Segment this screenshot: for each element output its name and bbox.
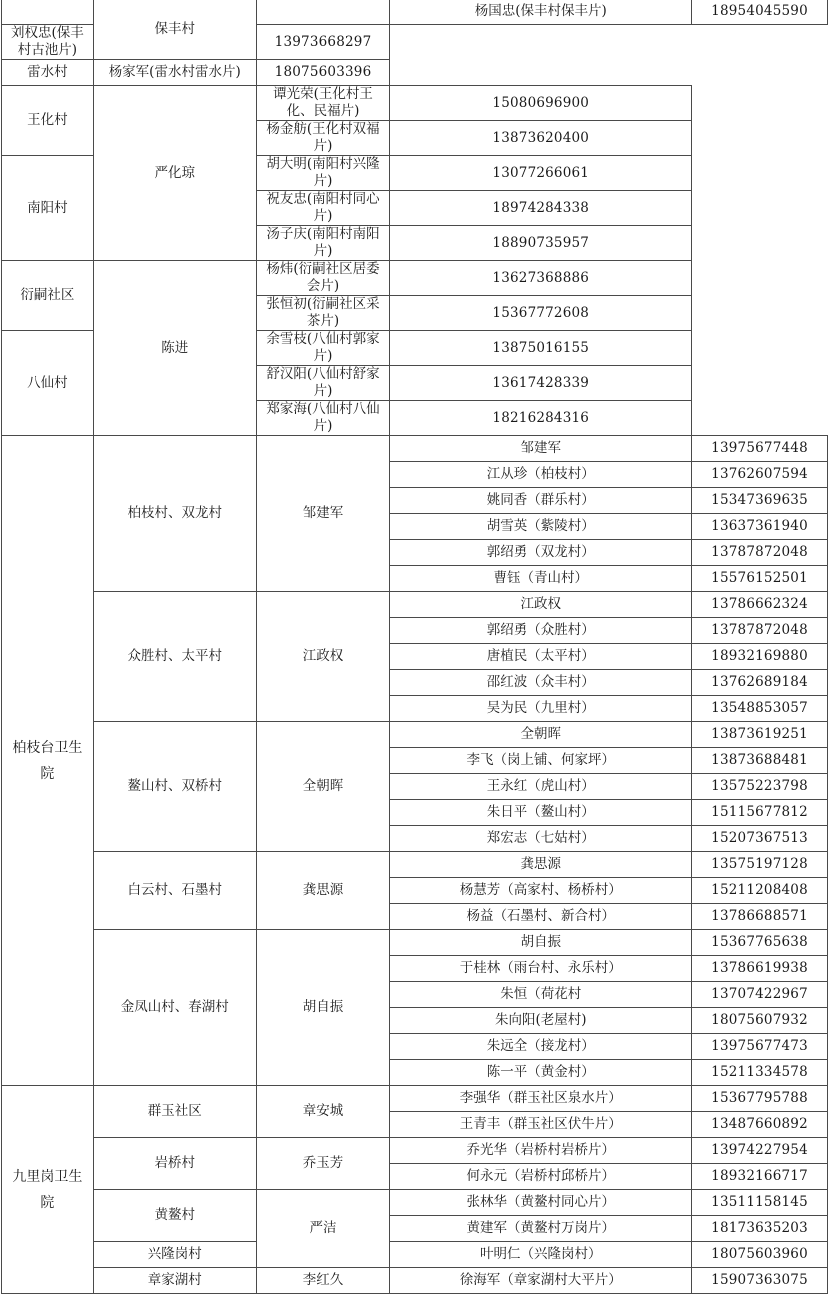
- phone-cell: 13975677448: [692, 436, 828, 462]
- org-cell: 九里岗卫生院: [2, 1086, 94, 1294]
- member-cell: 徐海军（章家湖村大平片）: [390, 1268, 692, 1294]
- table-row: [2, 1268, 828, 1294]
- member-cell: 郭绍勇（众胜村）: [390, 618, 692, 644]
- phone-cell: 15115677812: [692, 800, 828, 826]
- phone-cell: 15207367513: [692, 826, 828, 852]
- village-cell: 黄鳌村: [93, 1190, 256, 1242]
- table-row: [2, 722, 828, 748]
- phone-cell: 13786688571: [692, 904, 828, 930]
- village-cell: 鳌山村、双桥村: [93, 722, 256, 852]
- phone-cell: 13786662324: [692, 592, 828, 618]
- member-cell: 吴为民（九里村）: [390, 696, 692, 722]
- doctor-cell: 严洁: [256, 1190, 390, 1268]
- phone-cell: 15211334578: [692, 1060, 828, 1086]
- village-cell: 章家湖村: [93, 1268, 256, 1294]
- phone-cell: 13973668297: [256, 25, 390, 60]
- member-cell: 龚思源: [390, 852, 692, 878]
- doctor-cell: 陈进: [93, 261, 256, 436]
- member-cell: 刘权忠(保丰村古池片): [2, 25, 94, 60]
- member-cell: 朱恒（荷花村: [390, 982, 692, 1008]
- village-cell: 白云村、石墨村: [93, 852, 256, 930]
- table-body: [2, 0, 828, 1294]
- village-cell: 岩桥村: [93, 1138, 256, 1190]
- phone-cell: 13787872048: [692, 618, 828, 644]
- doctor-cell: 乔玉芳: [256, 1138, 390, 1190]
- member-cell: 黄建军（黄鳌村万岗片）: [390, 1216, 692, 1242]
- phone-cell: 13575223798: [692, 774, 828, 800]
- table-row: [2, 1086, 828, 1112]
- phone-cell: 13787872048: [692, 540, 828, 566]
- phone-cell: 13707422967: [692, 982, 828, 1008]
- member-cell: 杨金舫(王化村双福片): [256, 121, 390, 156]
- phone-cell: 13575197128: [692, 852, 828, 878]
- village-cell: 衍嗣社区: [2, 261, 94, 331]
- member-cell: 杨国忠(保丰村保丰片): [390, 0, 692, 25]
- doctor-cell: 李红久: [256, 1268, 390, 1294]
- village-cell: 王化村: [2, 86, 94, 156]
- doctor-cell: 章安城: [256, 1086, 390, 1138]
- phone-cell: 18173635203: [692, 1216, 828, 1242]
- member-cell: 余雪枝(八仙村郭家片): [256, 331, 390, 366]
- member-cell: 邵红波（众丰村）: [390, 670, 692, 696]
- member-cell: 郭绍勇（双龙村）: [390, 540, 692, 566]
- member-cell: 李飞（岗上铺、何家坪）: [390, 748, 692, 774]
- table-row: [2, 86, 828, 121]
- member-cell: 郑家海(八仙村八仙片): [256, 401, 390, 436]
- member-cell: 祝友忠(南阳村同心片): [256, 191, 390, 226]
- member-cell: 王永红（虎山村）: [390, 774, 692, 800]
- member-cell: 胡自振: [390, 930, 692, 956]
- member-cell: 杨炜(衍嗣社区居委会片): [256, 261, 390, 296]
- phone-cell: 13548853057: [692, 696, 828, 722]
- village-cell: 南阳村: [2, 156, 94, 261]
- phone-cell: 13873619251: [692, 722, 828, 748]
- phone-cell: 13975677473: [692, 1034, 828, 1060]
- member-cell: 全朝晖: [390, 722, 692, 748]
- org-cell: [2, 0, 94, 25]
- village-cell: 八仙村: [2, 331, 94, 436]
- member-cell: 朱向阳(老屋村): [390, 1008, 692, 1034]
- phone-cell: 13873688481: [692, 748, 828, 774]
- doctor-cell: 龚思源: [256, 852, 390, 930]
- phone-cell: 13875016155: [390, 331, 692, 366]
- phone-cell: 18890735957: [390, 226, 692, 261]
- phone-cell: 13762607594: [692, 462, 828, 488]
- phone-cell: 15576152501: [692, 566, 828, 592]
- village-cell: 兴隆岗村: [93, 1242, 256, 1268]
- doctor-cell: 严化琼: [93, 86, 256, 261]
- member-cell: 张恒初(衍嗣社区采茶片): [256, 296, 390, 331]
- phone-cell: 13627368886: [390, 261, 692, 296]
- village-cell: 金凤山村、春湖村: [93, 930, 256, 1086]
- member-cell: 江从珍（柏枝村）: [390, 462, 692, 488]
- table-row: [2, 1138, 828, 1164]
- village-cell: 保丰村: [93, 0, 256, 60]
- doctor-cell: 全朝晖: [256, 722, 390, 852]
- member-cell: 汤子庆(南阳村南阳片): [256, 226, 390, 261]
- member-cell: 唐植民（太平村）: [390, 644, 692, 670]
- table-row: [2, 852, 828, 878]
- village-cell: 雷水村: [2, 60, 94, 86]
- phone-cell: 13617428339: [390, 366, 692, 401]
- table-row: [2, 1190, 828, 1216]
- table-row: [2, 1242, 828, 1268]
- member-cell: 胡雪英（紫陵村）: [390, 514, 692, 540]
- member-cell: 谭光荣(王化村王化、民福片): [256, 86, 390, 121]
- table-row: [2, 436, 828, 462]
- phone-cell: 15907363075: [692, 1268, 828, 1294]
- member-cell: 曹钰（青山村）: [390, 566, 692, 592]
- doctor-cell: [256, 0, 390, 25]
- member-cell: 舒汉阳(八仙村舒家片): [256, 366, 390, 401]
- member-cell: 乔光华（岩桥村岩桥片）: [390, 1138, 692, 1164]
- member-cell: 于桂林（雨台村、永乐村）: [390, 956, 692, 982]
- table-row: [2, 930, 828, 956]
- phone-cell: 15347369635: [692, 488, 828, 514]
- table-row: [2, 60, 828, 86]
- phone-cell: 18932169880: [692, 644, 828, 670]
- phone-cell: 15367765638: [692, 930, 828, 956]
- phone-cell: 18974284338: [390, 191, 692, 226]
- phone-cell: 18075603396: [256, 60, 390, 86]
- phone-cell: 13637361940: [692, 514, 828, 540]
- member-cell: 杨慧芳（高家村、杨桥村）: [390, 878, 692, 904]
- phone-cell: 13077266061: [390, 156, 692, 191]
- member-cell: 胡大明(南阳村兴隆片): [256, 156, 390, 191]
- member-cell: 邹建军: [390, 436, 692, 462]
- member-cell: 杨家军(雷水村雷水片): [93, 60, 256, 86]
- member-cell: 郑宏志（七姑村）: [390, 826, 692, 852]
- phone-cell: 15367772608: [390, 296, 692, 331]
- member-cell: 王青丰（群玉社区伏牛片）: [390, 1112, 692, 1138]
- table-row: [2, 261, 828, 296]
- member-cell: 姚同香（群乐村）: [390, 488, 692, 514]
- phone-cell: 18075607932: [692, 1008, 828, 1034]
- phone-cell: 18954045590: [692, 0, 828, 25]
- member-cell: 江政权: [390, 592, 692, 618]
- phone-cell: 18932166717: [692, 1164, 828, 1190]
- phone-cell: 18075603960: [692, 1242, 828, 1268]
- phone-cell: 13873620400: [390, 121, 692, 156]
- village-cell: 群玉社区: [93, 1086, 256, 1138]
- doctor-cell: 胡自振: [256, 930, 390, 1086]
- table-row: [2, 0, 828, 25]
- member-cell: 何永元（岩桥村邱桥片）: [390, 1164, 692, 1190]
- member-cell: 朱日平（鳌山村）: [390, 800, 692, 826]
- table-row: [2, 592, 828, 618]
- phone-cell: 13974227954: [692, 1138, 828, 1164]
- doctor-cell: 江政权: [256, 592, 390, 722]
- phone-cell: 15080696900: [390, 86, 692, 121]
- doctor-cell: 邹建军: [256, 436, 390, 592]
- member-cell: 李强华（群玉社区泉水片）: [390, 1086, 692, 1112]
- contact-table: [1, 0, 828, 1294]
- member-cell: 朱远全（接龙村）: [390, 1034, 692, 1060]
- village-cell: 柏枝村、双龙村: [93, 436, 256, 592]
- phone-cell: 15367795788: [692, 1086, 828, 1112]
- member-cell: 杨益（石墨村、新合村）: [390, 904, 692, 930]
- phone-cell: 13511158145: [692, 1190, 828, 1216]
- phone-cell: 13762689184: [692, 670, 828, 696]
- org-cell: 柏枝台卫生院: [2, 436, 94, 1086]
- village-cell: 众胜村、太平村: [93, 592, 256, 722]
- phone-cell: 13786619938: [692, 956, 828, 982]
- member-cell: 张林华（黄鳌村同心片）: [390, 1190, 692, 1216]
- member-cell: 陈一平（黄金村）: [390, 1060, 692, 1086]
- phone-cell: 18216284316: [390, 401, 692, 436]
- phone-cell: 15211208408: [692, 878, 828, 904]
- member-cell: 叶明仁（兴隆岗村）: [390, 1242, 692, 1268]
- phone-cell: 13487660892: [692, 1112, 828, 1138]
